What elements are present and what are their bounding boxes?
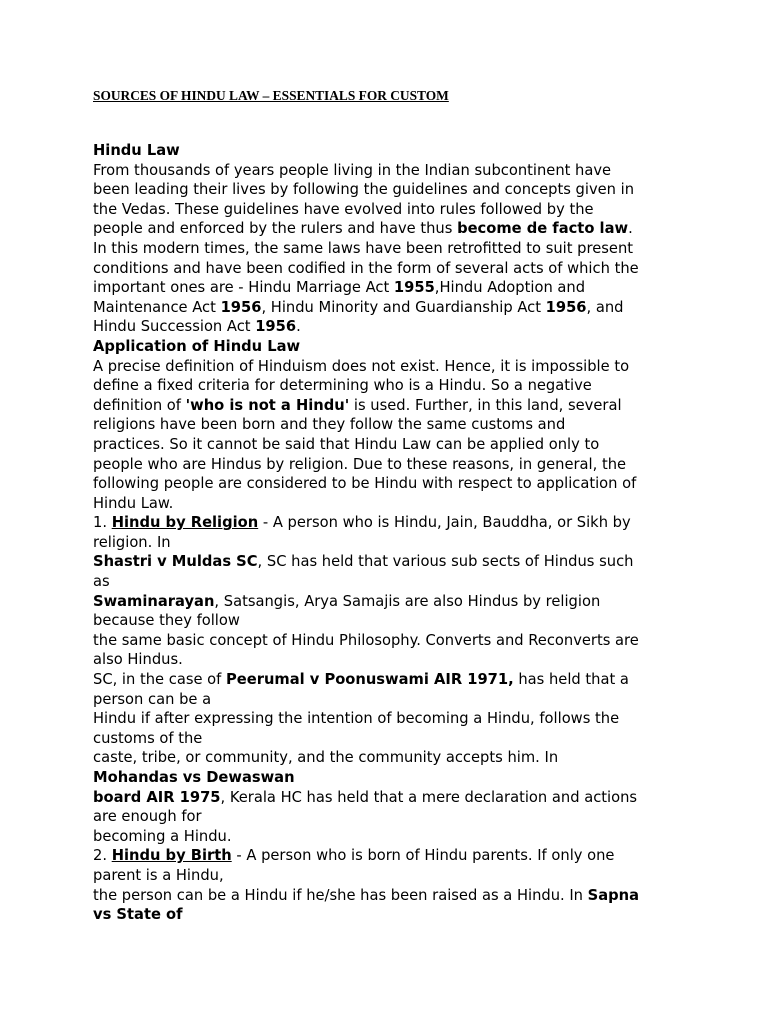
text-run: has held that a [513, 671, 629, 689]
paragraph-line: define a fixed criteria for determining who is a Hindu. So a negative [93, 377, 592, 395]
paragraph-line: because they follow [93, 612, 240, 630]
paragraph-line: In this modern times, the same laws have been retrofitted to suit present [93, 239, 634, 257]
case-name: Shastri v Muldas SC [93, 553, 258, 571]
text-run: definition of [93, 396, 186, 414]
paragraph-line: religion. In [93, 533, 171, 551]
text-run: . [628, 220, 633, 238]
paragraph-line: been leading their lives by following the guidelines and concepts given in [93, 181, 635, 199]
paragraph-line: also Hindus. [93, 651, 183, 669]
paragraph-line: becoming a Hindu. [93, 827, 232, 845]
paragraph-line: conditions and have been codified in the form of several acts of which the [93, 259, 639, 277]
text-run: , Kerala HC has held that a mere declaration and actions [220, 788, 638, 806]
case-name: Peerumal v Poonuswami AIR 1971, [226, 671, 514, 689]
paragraph-line: religions have been born and they follow the same customs and [93, 416, 566, 434]
text-run: , and [586, 298, 624, 316]
text-run: , Satsangis, Arya Samajis are also Hindus by religion [214, 592, 601, 610]
text-run: - A person who is born of Hindu parents. If only one [231, 847, 615, 865]
paragraph-line: From thousands of years people living in the Indian subcontinent have [93, 161, 612, 179]
bold-term: become de facto law [457, 220, 629, 238]
bold-term: 'who is not a Hindu' [185, 396, 350, 414]
case-name: board AIR 1975 [93, 788, 221, 806]
text-run: - A person who is Hindu, Jain, Bauddha, or Sikh by [258, 514, 631, 532]
text-run: SC, in the case of [93, 671, 227, 689]
list-number: 1. [93, 514, 112, 532]
paragraph-line: are enough for [93, 808, 202, 826]
text-run: ,Hindu Adoption and [434, 279, 586, 297]
text-run: . [296, 318, 301, 336]
text-run: Hindu Succession Act [93, 318, 256, 336]
list-item-hindu-by-birth [93, 846, 683, 866]
paragraph-line [93, 278, 683, 298]
paragraph-line: as [93, 573, 110, 591]
bold-year: 1956 [545, 298, 587, 316]
paragraph-line: Hindu Law. [93, 494, 174, 512]
paragraph-line: A precise definition of Hinduism does not exist. Hence, it is impossible to [93, 357, 630, 375]
heading-hindu-law: Hindu Law [93, 142, 180, 159]
paragraph-line [93, 886, 683, 906]
paragraph-line: customs of the [93, 729, 203, 747]
list-number: 2. [93, 847, 112, 865]
text-run: the person can be a Hindu if he/she has been raised as a Hindu. In [93, 886, 588, 904]
text-run: Maintenance Act [93, 298, 221, 316]
paragraph-line: caste, tribe, or community, and the community accepts him. In [93, 749, 559, 767]
paragraph-line [93, 552, 683, 572]
paragraph-line [93, 788, 683, 808]
text-run: , Hindu Minority and Guardianship Act [261, 298, 546, 316]
paragraph-line [93, 396, 683, 416]
bold-year: 1956 [220, 298, 262, 316]
paragraph-line: person can be a [93, 690, 212, 708]
case-name: Sapna [587, 886, 640, 904]
text-run: is used. Further, in this land, several [349, 396, 622, 414]
paragraph-line: people who are Hindus by religion. Due to these reasons, in general, the [93, 455, 627, 473]
paragraph-line [93, 317, 683, 337]
document-body [93, 141, 683, 925]
list-item-hindu-by-religion [93, 513, 683, 533]
paragraph-line [93, 219, 683, 239]
bold-term: Swaminarayan [93, 592, 215, 610]
paragraph-line [93, 592, 683, 612]
paragraph-line: parent is a Hindu, [93, 866, 224, 884]
case-name: Mohandas vs Dewaswan [93, 769, 295, 786]
text-run: people and enforced by the rulers and have thus [93, 220, 458, 238]
paragraph-line [93, 298, 683, 318]
document-title: SOURCES OF HINDU LAW – ESSENTIALS FOR CUSTOM [93, 88, 449, 103]
paragraph-line: the Vedas. These guidelines have evolved into rules followed by the [93, 200, 594, 218]
bold-year: 1956 [255, 318, 297, 336]
list-item-heading: Hindu by Religion [111, 514, 259, 532]
paragraph-line [93, 670, 683, 690]
paragraph-line: Hindu if after expressing the intention of becoming a Hindu, follows the [93, 710, 620, 728]
bold-year: 1955 [393, 279, 435, 297]
paragraph-line: practices. So it cannot be said that Hindu Law can be applied only to [93, 435, 600, 453]
list-item-heading: Hindu by Birth [111, 847, 232, 865]
paragraph-line: following people are considered to be Hindu with respect to application of [93, 475, 637, 493]
case-name: vs State of [93, 906, 183, 924]
paragraph-line: the same basic concept of Hindu Philosophy. Converts and Reconverts are [93, 631, 639, 649]
heading-application: Application of Hindu Law [93, 337, 301, 355]
text-run: important ones are - Hindu Marriage Act [93, 279, 394, 297]
text-run: , SC has held that various sub sects of Hindus such [257, 553, 634, 571]
